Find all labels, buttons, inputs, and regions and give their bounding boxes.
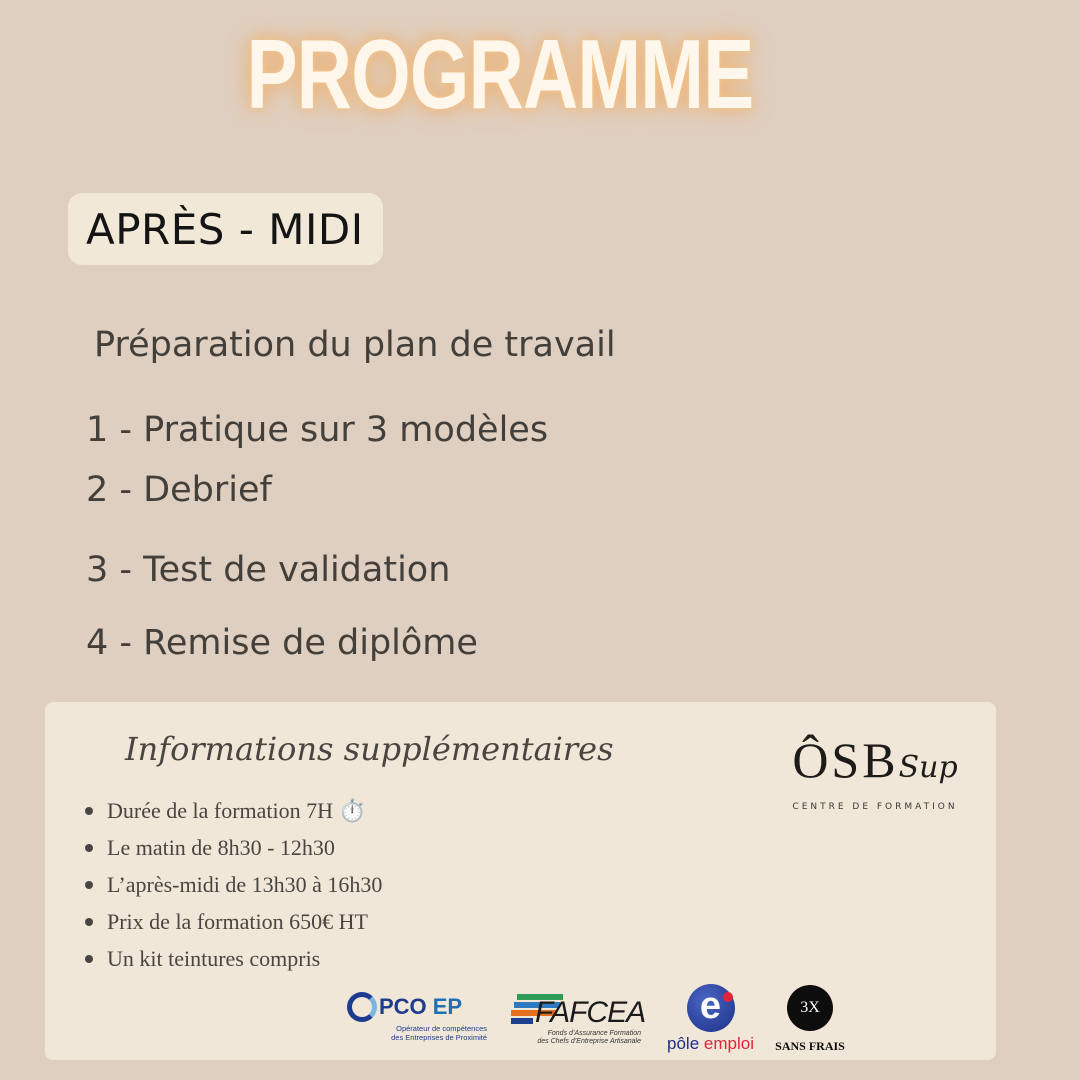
pole-emploi-logo: e pôle emploi	[667, 985, 754, 1053]
list-item: Le matin de 8h30 - 12h30	[85, 829, 382, 866]
opco-ring-icon	[347, 992, 377, 1022]
badge-3x: 3X	[787, 985, 833, 1031]
sans-frais-badge	[775, 985, 845, 1054]
pole-emploi-icon: e	[687, 984, 735, 1032]
fafcea-logo: FAFCEA Fonds d’Assurance Formation des Chefs d’Entreprise Artisanale	[511, 992, 641, 1046]
list-item: Durée de la formation 7H ⏱️	[85, 792, 382, 829]
bullet-icon	[85, 844, 93, 852]
info-heading: Informations supplémentaires	[125, 730, 614, 768]
info-card	[45, 702, 996, 1060]
step-item: 3 - Test de validation	[86, 550, 451, 590]
list-item: Un kit teintures compris	[85, 940, 382, 977]
list-item: L’après-midi de 13h30 à 16h30	[85, 866, 382, 903]
list-item: Prix de la formation 650€ HT	[85, 903, 382, 940]
bullet-icon	[85, 881, 93, 889]
osb-sup-logo	[790, 732, 960, 812]
stripe-navy-icon	[511, 1018, 533, 1024]
brand-wordmark: ÔSBSup	[792, 732, 958, 788]
section-label: APRÈS - MIDI	[86, 204, 364, 254]
page-title: PROGRAMME	[246, 19, 754, 129]
opco-ep-logo: PCO EP Opérateur de compétences des Entreprises de Proximité	[347, 992, 487, 1042]
sans-frais-label: SANS FRAIS	[775, 1039, 845, 1053]
section-label-pill	[68, 193, 383, 265]
brand-tagline: CENTRE DE FORMATION	[792, 802, 958, 812]
bullet-icon	[85, 807, 93, 815]
info-list	[85, 792, 382, 977]
bullet-icon	[85, 918, 93, 926]
step-item: 4 - Remise de diplôme	[86, 623, 478, 663]
step-item: 2 - Debrief	[86, 470, 272, 510]
bullet-icon	[85, 955, 93, 963]
intro-text: Préparation du plan de travail	[94, 325, 616, 365]
step-item: 1 - Pratique sur 3 modèles	[86, 410, 549, 450]
